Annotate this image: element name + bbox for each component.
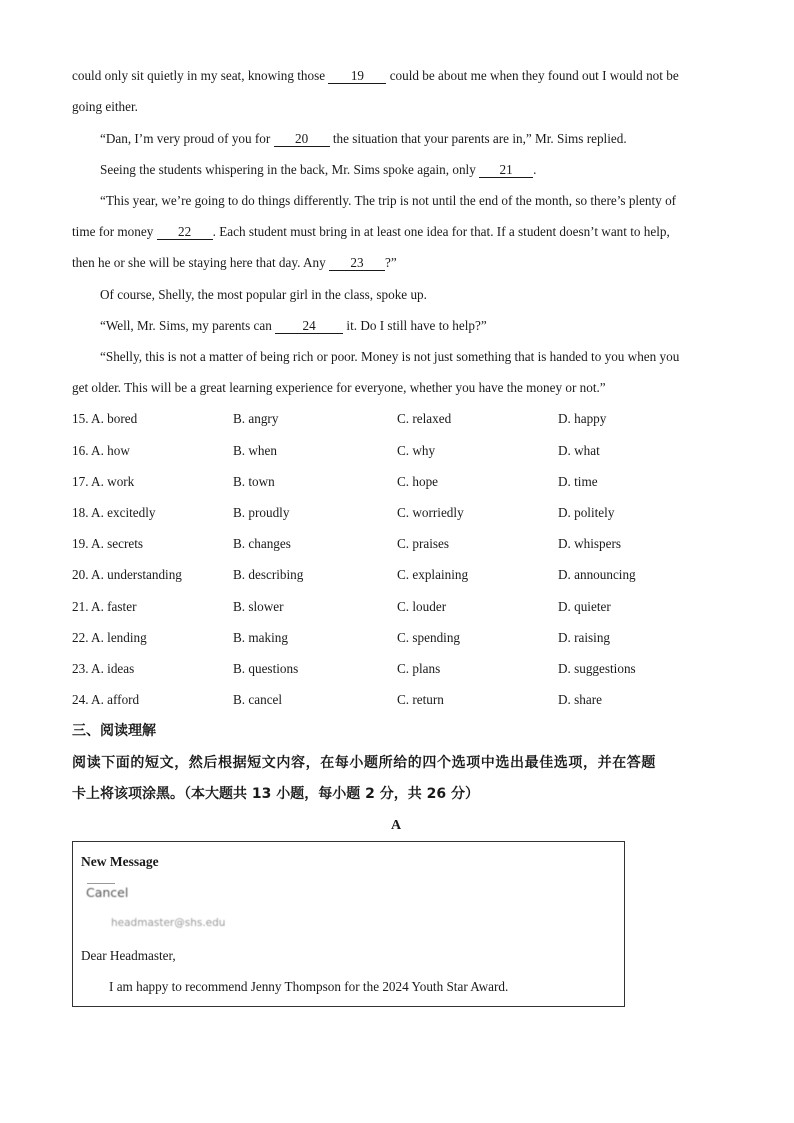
passage-line: Seeing the students whispering in the back, Mr. Sims spoke again, only 21 .: [100, 162, 537, 177]
section-instructions: 阅读下面的短文，然后根据短文内容，在每小题所给的四个选项中选出最佳选项，并在答题: [72, 755, 656, 771]
option-q17-c: C. hope: [397, 474, 439, 489]
passage-line: Of course, Shelly, the most popular girl in the class, spoke up.: [100, 287, 427, 302]
passage-line: then he or she will be staying here that day. Any 23 ?”: [72, 255, 397, 270]
option-q20-a: 20. A. understanding: [72, 567, 182, 582]
email-greeting: Dear Headmaster,: [81, 948, 176, 963]
email-to-field[interactable]: headmaster@shs.edu: [111, 917, 226, 929]
option-q19-a: 19. A. secrets: [72, 536, 144, 551]
option-q15-d: D. happy: [558, 411, 607, 426]
option-q19-d: D. whispers: [558, 536, 622, 551]
email-message-box: [72, 841, 625, 1007]
section-instructions-cont: 卡上将该项涂黑。（本大题共 13 小题，每小题 2 分，共 26 分）: [72, 786, 479, 802]
blank-19: 19: [328, 68, 386, 84]
option-q22-d: D. raising: [558, 630, 611, 645]
option-q17-b: B. town: [233, 474, 275, 489]
option-q24-d: D. share: [558, 692, 602, 707]
option-q20-b: B. describing: [233, 567, 304, 582]
passage-line: time for money 22 . Each student must bring in at least one idea for that. If a student doesn’t want to help,: [72, 224, 670, 239]
option-q19-b: B. changes: [233, 536, 291, 551]
option-q24-b: B. cancel: [233, 692, 283, 707]
option-q23-b: B. questions: [233, 661, 299, 676]
option-q21-a: 21. A. faster: [72, 599, 137, 614]
option-q19-c: C. praises: [397, 536, 450, 551]
option-q21-d: D. quieter: [558, 599, 611, 614]
option-q20-d: D. announcing: [558, 567, 636, 582]
option-q18-d: D. politely: [558, 505, 615, 520]
blank-21: 21: [479, 162, 533, 178]
cancel-divider: [87, 883, 115, 884]
section-heading: 三、阅读理解: [72, 723, 156, 739]
option-q15-c: C. relaxed: [397, 411, 452, 426]
blank-24: 24: [275, 318, 343, 334]
passage-line: could only sit quietly in my seat, knowing those 19 could be about me when they found out I would not be: [72, 68, 679, 83]
option-q21-b: B. slower: [233, 599, 284, 614]
option-q20-c: C. explaining: [397, 567, 469, 582]
option-q18-c: C. worriedly: [397, 505, 464, 520]
email-body: I am happy to recommend Jenny Thompson for the 2024 Youth Star Award.: [109, 979, 509, 994]
option-q17-d: D. time: [558, 474, 598, 489]
passage-line: get older. This will be a great learning experience for everyone, whether you have the money or not.”: [72, 380, 606, 395]
cancel-button[interactable]: Cancel: [86, 885, 129, 900]
option-q22-c: C. spending: [397, 630, 461, 645]
passage-line: going either.: [72, 99, 138, 114]
option-q22-b: B. making: [233, 630, 288, 645]
passage-line: “Well, Mr. Sims, my parents can 24 it. Do I still have to help?”: [100, 318, 487, 333]
blank-22: 22: [157, 224, 213, 240]
option-q24-c: C. return: [397, 692, 444, 707]
blank-20: 20: [274, 131, 330, 147]
passage-line: “This year, we’re going to do things differently. The trip is not until the end of the month, so there’s plenty of: [100, 193, 677, 208]
passage-line: “Shelly, this is not a matter of being rich or poor. Money is not just something that is handed to you when you: [100, 349, 680, 364]
option-q23-a: 23. A. ideas: [72, 661, 135, 676]
passage-part-label: A: [391, 818, 402, 833]
option-q18-b: B. proudly: [233, 505, 290, 520]
option-q18-a: 18. A. excitedly: [72, 505, 156, 520]
email-title: New Message: [81, 854, 159, 869]
passage-line: “Dan, I’m very proud of you for 20 the situation that your parents are in,” Mr. Sims replied.: [100, 131, 627, 146]
option-q15-b: B. angry: [233, 411, 279, 426]
option-q23-c: C. plans: [397, 661, 441, 676]
option-q16-b: B. when: [233, 443, 277, 458]
option-q23-d: D. suggestions: [558, 661, 636, 676]
option-q16-d: D. what: [558, 443, 600, 458]
option-q16-c: C. why: [397, 443, 436, 458]
option-q21-c: C. louder: [397, 599, 447, 614]
option-q15-a: 15. A. bored: [72, 411, 138, 426]
option-q22-a: 22. A. lending: [72, 630, 147, 645]
option-q24-a: 24. A. afford: [72, 692, 140, 707]
option-q16-a: 16. A. how: [72, 443, 130, 458]
option-q17-a: 17. A. work: [72, 474, 135, 489]
blank-23: 23: [329, 255, 385, 271]
